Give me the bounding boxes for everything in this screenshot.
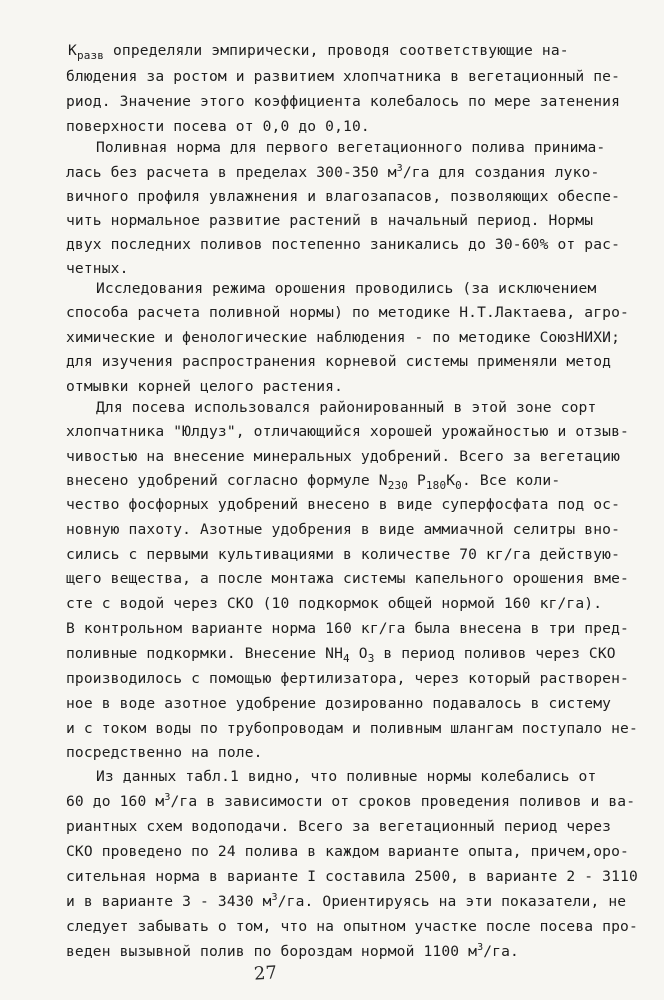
formula-potassium-subscript: 0 [455, 479, 462, 492]
paragraph-4-line-2: хлопчатника "Юлдуз", отличающийся хорошей урожайностью и отзыв- [66, 423, 629, 440]
compound-subscript-2: 3 [367, 652, 375, 665]
paragraph-4-line-1: Для посева использовался районированный в этой зоне сорт [96, 399, 597, 416]
paragraph-4-line-13: ное в воде азотное удобрение дозированно подавалось в систему [66, 695, 612, 712]
paragraph-1-line-1 [68, 42, 569, 62]
paragraph-2-line-1: Поливная норма для первого вегетационного полива принима- [96, 139, 606, 156]
paragraph-1-line-1-text: определяли эмпирически, проводя соответствующие на- [104, 42, 569, 59]
paragraph-5-line-6-superscript: 3 [271, 892, 278, 903]
paragraph-3-line-4: для изучения распространения корневой системы применяли метод [66, 353, 612, 370]
paragraph-5-line-6 [66, 892, 627, 910]
paragraph-4-line-14: и с током воды по трубопроводам и поливным шлангам поступало не- [66, 720, 638, 737]
paragraph-5-line-7: следует забывать о том, что на опытном участке после посева про- [66, 918, 638, 935]
formula-potassium-symbol: K [446, 472, 456, 489]
paragraph-4-line-11 [66, 645, 616, 665]
paragraph-5-line-8-superscript: 3 [477, 942, 484, 953]
page-number: 27 [253, 962, 278, 985]
paragraph-4-line-7: сились с первыми культивациями в количестве 70 кг/га действую- [66, 546, 621, 563]
paragraph-2-line-6: четных. [66, 260, 129, 277]
formula-nitrogen-subscript: 230 [387, 479, 409, 492]
paragraph-3-line-5: отмывки корней целого растения. [66, 378, 344, 395]
paragraph-4-line-12: производилось с помощью фертилизатора, через который растворен- [66, 670, 629, 687]
paragraph-4-line-3: чивостью на внесение минеральных удобрений. Всего за вегетацию [66, 448, 621, 465]
paragraph-4-line-5: чество фосфорных удобрений внесено в виде суперфосфата под ос- [66, 496, 621, 513]
paragraph-5-line-1: Из данных табл.1 видно, что поливные нормы колебались от [96, 768, 597, 785]
paragraph-5-line-5: сительная норма в варианте I составила 2500, в варианте 2 - 3110 [66, 868, 638, 885]
coefficient-subscript: разв [76, 49, 105, 62]
paragraph-5-line-2-suffix: /га в зависимости от сроков проведения поливов и ва- [170, 793, 636, 810]
paragraph-5-line-8-suffix: /га. [483, 943, 519, 960]
cubic-superscript: 3 [396, 163, 403, 174]
paragraph-2-line-4: чить нормальное развитие растений в начальный период. Нормы [66, 212, 594, 229]
paragraph-2-line-2-prefix: лась без расчета в пределах 300-350 м [66, 164, 397, 181]
paragraph-4-line-6: новную пахоту. Азотные удобрения в виде аммиачной селитры вно- [66, 521, 621, 538]
paragraph-3-line-2: способа расчета поливной нормы) по методике Н.Т.Лактаева, агро- [66, 304, 629, 321]
paragraph-2-line-5: двух последних поливов постепенно заникались до 30-60% от рас- [66, 236, 621, 253]
paragraph-5-line-4: СКО проведено по 24 полива в каждом варианте опыта, причем,оро- [66, 843, 629, 860]
formula-prefix: внесено удобрений согласно формуле N [66, 472, 388, 489]
paragraph-4-line-9: сте с водой через СКО (10 подкормок общей нормой 160 кг/га). [66, 595, 603, 612]
paragraph-1-line-2: блюдения за ростом и развитием хлопчатника в вегетационный пе- [66, 68, 621, 85]
formula-suffix: . Все коли- [461, 472, 561, 489]
paragraph-3-line-1: Исследования режима орошения проводились (за исключением [96, 280, 597, 297]
paragraph-5-line-2 [66, 792, 636, 810]
formula-phosphorus-subscript: 180 [425, 479, 447, 492]
compound-subscript-1: 4 [343, 652, 350, 665]
paragraph-4-line-15: посредственно на поле. [66, 744, 263, 761]
paragraph-2-line-2 [66, 163, 600, 181]
coefficient-symbol: K [68, 42, 77, 59]
paragraph-5-line-8-prefix: веден вызывной полив по бороздам нормой 1100 м [66, 943, 478, 960]
paragraph-5-line-2-superscript: 3 [164, 792, 171, 803]
paragraph-5-line-6-prefix: и в варианте 3 - 3430 м [66, 893, 272, 910]
paragraph-5-line-6-suffix: /га. Ориентируясь на эти показатели, не [277, 893, 627, 910]
paragraph-4-line-10: В контрольном варианте норма 160 кг/га была внесена в три пред- [66, 620, 629, 637]
paragraph-2-line-2-suffix: /га для создания луко- [402, 164, 600, 181]
paragraph-1-line-4: поверхности посева от 0,0 до 0,10. [66, 118, 370, 135]
paragraph-3-line-3: химические и фенологические наблюдения - по методике СоюзНИХИ; [66, 329, 621, 346]
paragraph-4-line-8: щего вещества, а после монтажа системы капельного орошения вме- [66, 570, 629, 587]
paragraph-5-line-2-prefix: 60 до 160 м [66, 793, 165, 810]
paragraph-5-line-3: риантных схем водоподачи. Всего за вегетационный период через [66, 818, 612, 835]
paragraph-1-line-3: риод. Значение этого коэффициента колебалось по мере затенения [66, 93, 621, 110]
compound-suffix: в период поливов через СКО [374, 645, 616, 662]
paragraph-5-line-8 [66, 942, 519, 960]
paragraph-4-line-4 [66, 472, 561, 492]
compound-middle: O [349, 645, 368, 662]
compound-prefix: поливные подкормки. Внесение NH [66, 645, 344, 662]
formula-phosphorus-symbol: P [408, 472, 426, 489]
paragraph-2-line-3: вичного профиля увлажнения и влагозапасов, позволяющих обеспе- [66, 188, 621, 205]
